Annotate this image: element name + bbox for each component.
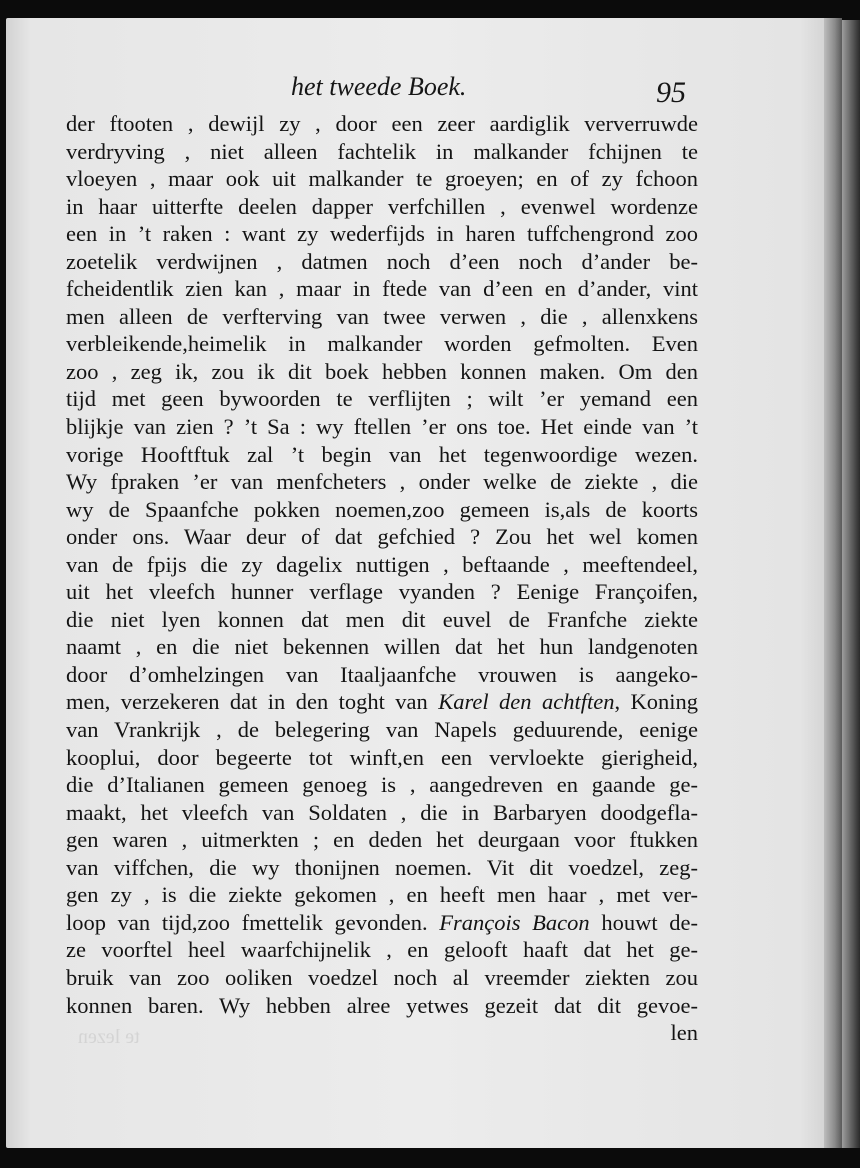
text-line: die niet lyen konnen dat men dit euvel de Franfche ziekte (66, 606, 698, 632)
italic-name: François Bacon (439, 909, 590, 935)
italic-name: Karel den achtften (438, 689, 615, 715)
text-line: onder ons. Waar deur of dat gefchied ? Zou het wel komen (66, 524, 698, 550)
next-page-edge (842, 20, 860, 1148)
text-line: tijd met geen bywoorden te verflijten ; wilt ’er yemand een (66, 386, 698, 412)
page-edge-shadow (824, 18, 842, 1148)
text-line: naamt , en die niet bekennen willen dat het hun landgenoten (66, 634, 698, 660)
page-number: 95 (656, 76, 686, 109)
text-line: men alleen de verfterving van twee verwen , die , allenxkens (66, 303, 698, 329)
text-line: der ftooten , dewijl zy , door een zeer aardiglik ververruwde (66, 111, 698, 136)
text-line: door d’omhelzingen van Itaaljaanfche vrouwen is aangeko- (66, 661, 698, 687)
text-line: fcheidentlik zien kan , maar in ftede van d’een en d’ander, vint (66, 276, 698, 302)
text-line: loop van tijd,zoo fmettelik gevonden. François Bacon houwt de- (66, 909, 698, 935)
text-line: Wy fpraken ’er van menfcheters , onder welke de ziekte , die (66, 469, 698, 495)
text-line: in haar uitterfte deelen dapper verfchillen , evenwel wordenze (66, 193, 698, 219)
text-line: zoo , zeg ik, zou ik dit boek hebben konnen maken. Om den (66, 358, 698, 384)
running-head: het tweede Boek. (291, 72, 467, 101)
text-line: zoetelik verdwijnen , datmen noch d’een noch d’ander be- (66, 248, 698, 274)
text-line: kooplui, door begeerte tot winft,en een vervloekte gierigheid, (66, 744, 698, 770)
text-line: vloeyen , maar ook uit malkander te groeyen; en of zy fchoon (66, 166, 698, 192)
text-line: van Vrankrijk , de belegering van Napels geduurende, eenige (66, 717, 698, 743)
text-line: ze voorftel heel waarfchijnelik , en gelooft haaft dat het ge- (66, 937, 698, 963)
text-line: een in ’t raken : want zy wederfijds in haren tuffchengrond zoo (66, 221, 698, 247)
text-line: men, verzekeren dat in den toght van Karel den achtften, Koning (66, 689, 699, 715)
text-line: gen waren , uitmerkten ; en deden het deurgaan voor ftukken (66, 827, 698, 853)
text-line: vorige Hooftftuk zal ’t begin van het tegenwoordige wezen. (66, 441, 698, 467)
text-line: verdryving , niet alleen fachtelik in malkander fchijnen te (66, 138, 698, 164)
text-line: wy de Spaanfche pokken noemen,zoo gemeen is,als de koorts (66, 496, 698, 522)
text-line: konnen baren. Wy hebben alree yetwes gezeit dat dit gevoe- (66, 992, 698, 1018)
text-line: blijkje van zien ? ’t Sa : wy ftellen ’er ons toe. Het einde van ’t (66, 414, 698, 440)
text-line: die d’Italianen gemeen genoeg is , aangedreven en gaande ge- (66, 772, 698, 798)
text-line: maakt, het vleefch van Soldaten , die in Barbaryen doodgefla- (66, 799, 698, 825)
text-line: uit het vleefch hunner verflage vyanden ? Eenige Françoifen, (66, 579, 698, 605)
show-through-text: te lezen (78, 1026, 140, 1048)
text-line: van de fpijs die zy dagelix nuttigen , beftaande , meeftendeel, (66, 551, 698, 577)
text-line: bruik van zoo ooliken voedzel noch al vreemder ziekten zou (66, 964, 698, 990)
text-line: gen zy , is die ziekte gekomen , en heeft men haar , met ver- (66, 882, 698, 908)
book-page (6, 18, 842, 1148)
catchword: len (670, 1020, 698, 1046)
text-line: van viffchen, die wy thonijnen noemen. Vit dit voedzel, zeg- (66, 854, 698, 880)
text-line: verbleikende,heimelik in malkander worden gefmolten. Even (66, 331, 698, 357)
body-text (66, 110, 698, 1047)
page-header (6, 56, 842, 109)
